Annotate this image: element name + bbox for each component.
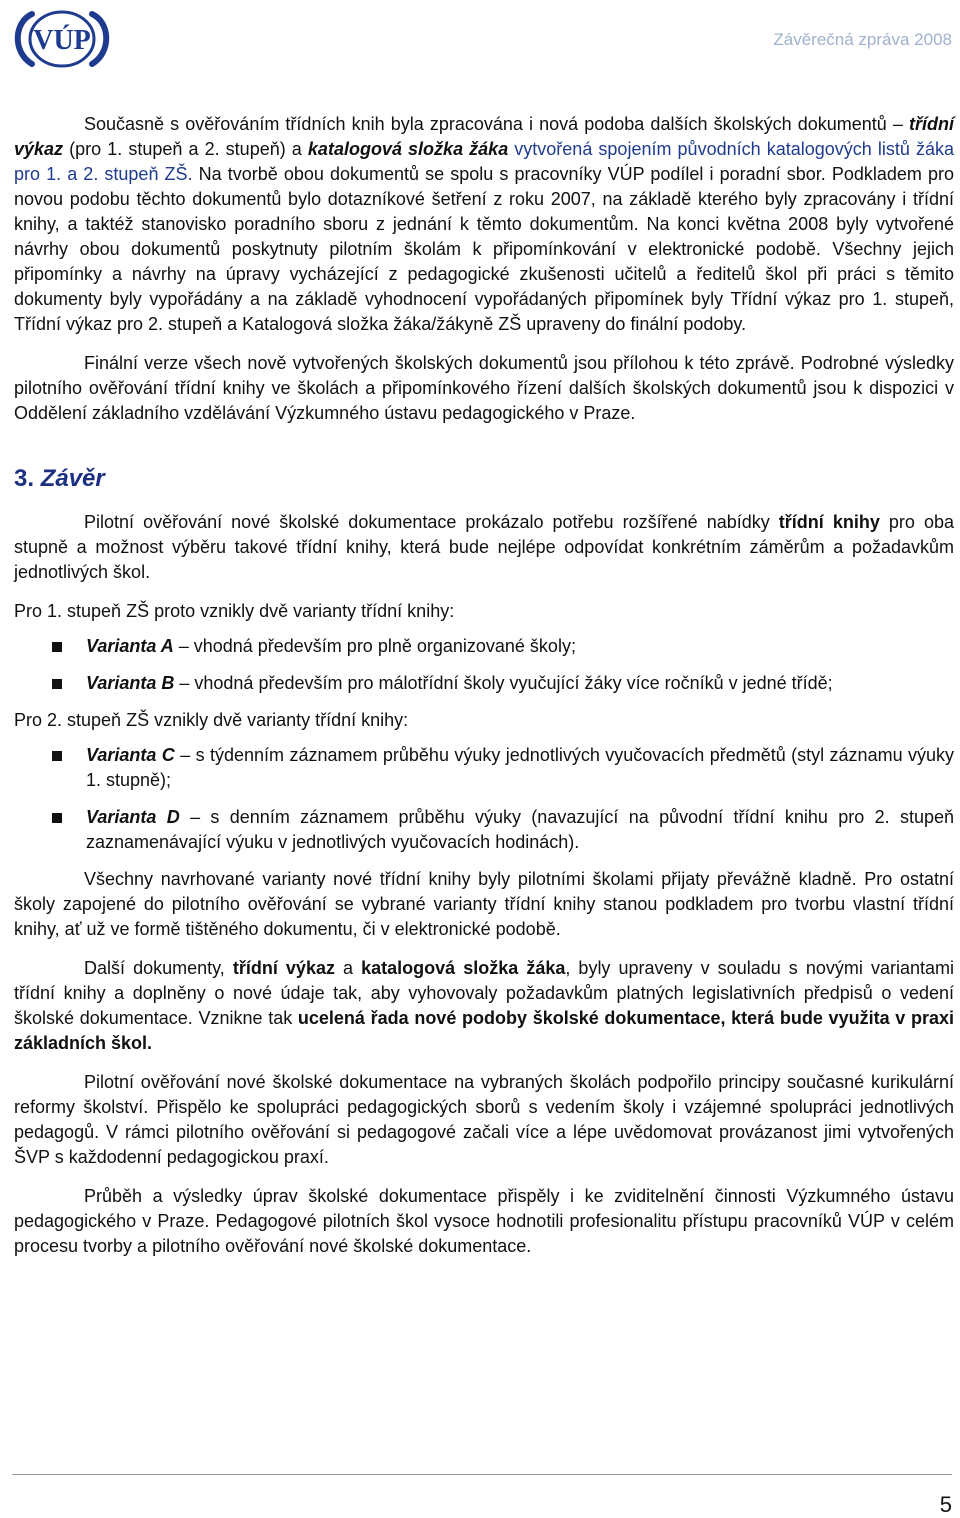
paragraph-1 xyxy=(14,112,954,337)
bullet-square-icon xyxy=(52,751,62,761)
section-heading xyxy=(14,464,954,494)
vup-logo-icon xyxy=(10,8,114,70)
p1-text-e: vytvořená spojením původních katalogových listů žáka pro 1. a 2. stupeň ZŠ. xyxy=(14,139,954,184)
p3-text-c: pro oba stupně a možnost výběru takové třídní knihy, která bude nejlépe odpovídat konkrétním záměrům a požadavkům jednotlivých škol. xyxy=(14,512,954,582)
variant-name: Varianta C xyxy=(86,745,175,765)
report-title: Závěrečná zpráva 2008 xyxy=(773,30,952,49)
variant-name: Varianta D xyxy=(86,807,180,827)
document-body xyxy=(14,112,954,1259)
p5-term-class-report: třídní výkaz xyxy=(232,958,335,978)
p1-text-f: Na tvorbě obou dokumentů se spolu s pracovníky VÚP podílel i poradní sbor. Podkladem pro novou podobu těchto dokumentů bylo dotazníkové šetření z roku 2007, na základě kterého byly zpracovány i třídní knihy, a taktéž stanovisko poradního sboru z jednání k těmto dokumentům. Na konci května 2008 byly vytvořené návrhy obou dokumentů poskytnuty pilotním školám k připomínkování v elektronické podobě. Všechny jejich připomínky a návrhy na úpravy vycházející z pedagogické zkušenosti učitelů a ředitelů škol při práci s těmito dokumenty byly vypořádány a na základě vyhodnocení vypořádaných připomínek byly Třídní výkaz pro 1. stupeň, Třídní výkaz pro 2. stupeň a Katalogová složka žáka/žákyně ZŠ upraveny do finální podoby. xyxy=(14,164,954,334)
paragraph-5 xyxy=(14,956,954,1056)
stage2-variant-list xyxy=(14,743,954,855)
page-number: 5 xyxy=(939,1492,952,1517)
stage1-variant-list xyxy=(14,634,954,696)
section-number: 3. xyxy=(14,465,35,492)
p3-term-class-book: třídní knihy xyxy=(778,512,880,532)
footer-divider xyxy=(12,1474,952,1475)
variant-text: – vhodná především pro málotřídní školy vyučující žáky více ročníků v jedné třídě; xyxy=(174,673,833,693)
p1-term-class-report: třídní výkaz xyxy=(14,114,954,159)
bullet-square-icon xyxy=(52,679,62,689)
list-item xyxy=(14,743,954,793)
variant-name: Varianta B xyxy=(86,673,175,693)
section-title: Závěr xyxy=(40,465,105,492)
paragraph-3 xyxy=(14,510,954,585)
logo-text: VÚP xyxy=(33,25,91,56)
p5-text-a: Další dokumenty, xyxy=(84,958,233,978)
p5-text-e: , byly upraveny v souladu s novými variantami třídní knihy a doplněny o nové údaje tak, aby vyhovovaly požadavkům platných legislativních předpisů o vedení školské dokumentace. Vznikne tak xyxy=(14,958,954,1028)
list-item xyxy=(14,634,954,659)
p1-text-a: Současně s ověřováním třídních knih byla zpracována i nová podoba dalších školských dokumentů – xyxy=(84,114,909,134)
p5-term-catalog-folder: katalogová složka žáka xyxy=(361,958,566,978)
paragraph-4: Všechny navrhované varianty nové třídní knihy byly pilotními školami přijaty převážně kladně. Pro ostatní školy zapojené do pilotního ověřování se vybrané varianty třídní knihy stanou podkladem pro tvorbu vlastní třídní knihy, ať už ve formě tištěného dokumentu, či v elektronické podobě. xyxy=(14,869,954,939)
variant-name: Varianta A xyxy=(86,636,174,656)
paragraph-2: Finální verze všech nově vytvořených školských dokumentů jsou přílohou k této zprávě. Podrobné výsledky pilotního ověřování třídní knihy ve školách a připomínkového řízení dalších školských dokumentů jsou k dispozici v Oddělení základního vzdělávání Výzkumného ústavu pedagogického v Praze. xyxy=(14,353,954,423)
list-item xyxy=(14,805,954,855)
vup-logo xyxy=(10,8,114,70)
p5-emphasis: ucelená řada nové podoby školské dokumentace, která bude využita v praxi základních škol. xyxy=(14,1008,954,1053)
p3-text-a: Pilotní ověřování nové školské dokumentace prokázalo potřebu rozšířené nabídky xyxy=(84,512,779,532)
p5-text-c: a xyxy=(334,958,362,978)
paragraph-6: Pilotní ověřování nové školské dokumentace na vybraných školách podpořilo principy současné kurikulární reformy školství. Přispělo ke spolupráci pedagogických sborů s vedením školy i vzájemné spolupráci jednotlivých pedagogů. V rámci pilotního ověřování si pedagogové začali více a lépe uvědomovat provázanost jimi vytvořených ŠVP s každodenní pedagogickou praxí. xyxy=(14,1072,954,1167)
stage2-intro: Pro 2. stupeň ZŠ vznikly dvě varianty třídní knihy: xyxy=(14,710,409,730)
variant-text: – s denním záznamem průběhu výuky (navazující na původní třídní knihu pro 2. stupeň zaznamenávající výuku v jednotlivých vyučovacích hodinách). xyxy=(86,807,954,852)
bullet-square-icon xyxy=(52,813,62,823)
list-item xyxy=(14,671,954,696)
p1-text-c: (pro 1. stupeň a 2. stupeň) a xyxy=(63,139,308,159)
p1-term-catalog-folder: katalogová složka žáka xyxy=(307,139,509,159)
variant-text: – s týdenním záznamem průběhu výuky jednotlivých vyučovacích předmětů (styl záznamu výuky 1. stupně); xyxy=(86,745,954,790)
bullet-square-icon xyxy=(52,642,62,652)
variant-text: – vhodná především pro plně organizované školy; xyxy=(173,636,576,656)
paragraph-7: Průběh a výsledky úprav školské dokumentace přispěly i ke zviditelnění činnosti Výzkumného ústavu pedagogického v Praze. Pedagogové pilotních škol vysoce hodnotili profesionalitu přístupu pracovníků VÚP v celém procesu tvorby a pilotního ověřování nové školské dokumentace. xyxy=(14,1186,954,1256)
stage1-intro: Pro 1. stupeň ZŠ proto vznikly dvě varianty třídní knihy: xyxy=(14,601,455,621)
